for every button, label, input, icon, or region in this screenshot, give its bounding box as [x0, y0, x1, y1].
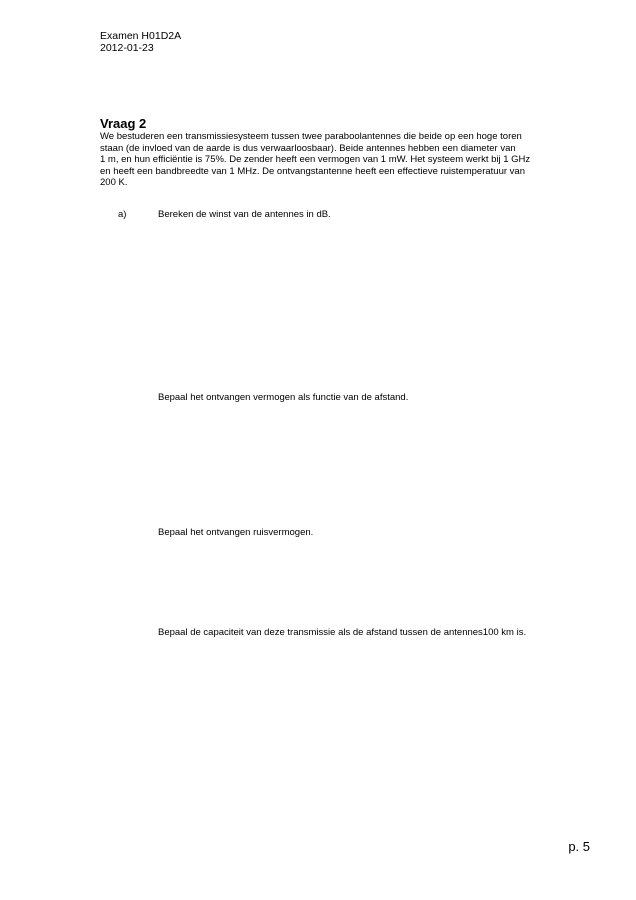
sub-question-received-power: Bepaal het ontvangen vermogen als functie van de afstand.: [158, 392, 409, 403]
intro-line: 1 m, en hun efficiëntie is 75%. De zender heeft een vermogen van 1 mW. Het systeem werkt bij 1 GHz: [100, 154, 531, 165]
sub-question-capacity: Bepaal de capaciteit van deze transmissie als de afstand tussen de antennes100 km is.: [158, 627, 527, 638]
intro-line: en heeft een bandbreedte van 1 MHz. De ontvangstantenne heeft een effectieve ruistemperatuur van: [100, 165, 525, 177]
question-title: Vraag 2: [100, 116, 147, 131]
sub-question-antenna-gain: Bereken de winst van de antennes in dB.: [158, 209, 331, 220]
exam-date: 2012-01-23: [100, 42, 154, 54]
exam-code: Examen H01D2A: [100, 30, 182, 42]
intro-line: We bestuderen een transmissiesysteem tussen twee paraboolantennes die beide op een hoge toren: [100, 131, 522, 142]
sub-question-marker-a: a): [118, 209, 127, 220]
question-intro: [100, 131, 590, 189]
intro-line: 200 K.: [100, 177, 128, 188]
intro-line: staan (de invloed van de aarde is dus verwaarloosbaar). Beide antennes hebben een diameter van: [100, 142, 516, 154]
sub-question-noise-power: Bepaal het ontvangen ruisvermogen.: [158, 527, 314, 538]
page-number: p. 5: [568, 839, 590, 854]
